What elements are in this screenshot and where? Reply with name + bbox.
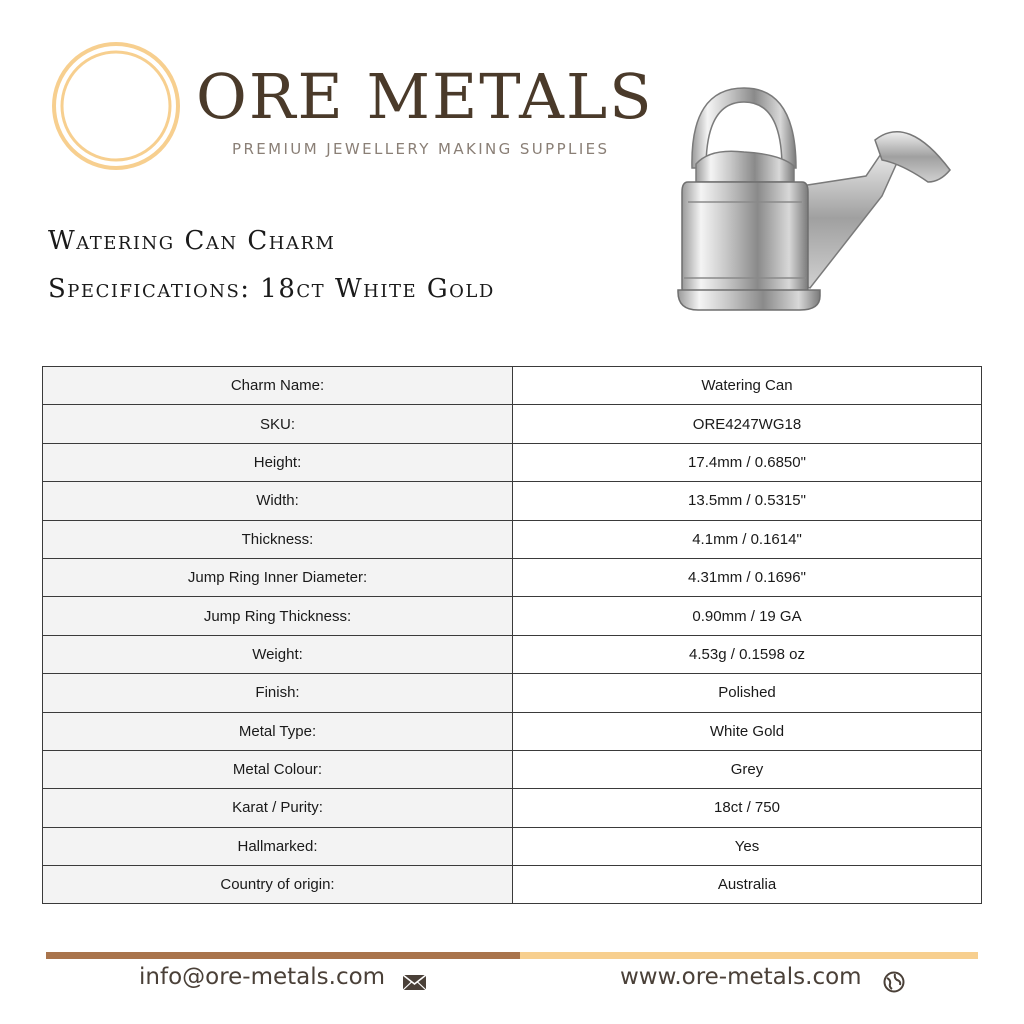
table-row xyxy=(43,482,982,520)
product-subtitle: Specifications: 18ct White Gold xyxy=(48,274,495,304)
spec-label: Weight: xyxy=(43,635,513,673)
footer-bar-right xyxy=(520,952,978,959)
table-row xyxy=(43,367,982,405)
table-row xyxy=(43,827,982,865)
spec-value: Watering Can xyxy=(513,367,982,405)
table-row xyxy=(43,750,982,788)
table-row xyxy=(43,405,982,443)
spec-value: 4.31mm / 0.1696" xyxy=(513,558,982,596)
spec-label: Charm Name: xyxy=(43,367,513,405)
spec-label: Jump Ring Inner Diameter: xyxy=(43,558,513,596)
table-row xyxy=(43,789,982,827)
spec-table xyxy=(42,366,982,904)
spec-value: Yes xyxy=(513,827,982,865)
table-row xyxy=(43,443,982,481)
logo-ring-icon xyxy=(50,40,182,172)
spec-label: Width: xyxy=(43,482,513,520)
spec-label: Metal Colour: xyxy=(43,750,513,788)
spec-label: Hallmarked: xyxy=(43,827,513,865)
table-row xyxy=(43,635,982,673)
brand-name: ORE METALS xyxy=(196,60,654,133)
spec-value: 13.5mm / 0.5315" xyxy=(513,482,982,520)
spec-value: White Gold xyxy=(513,712,982,750)
table-row xyxy=(43,866,982,904)
spec-value: 4.1mm / 0.1614" xyxy=(513,520,982,558)
spec-value: 18ct / 750 xyxy=(513,789,982,827)
spec-label: Height: xyxy=(43,443,513,481)
spec-value: 4.53g / 0.1598 oz xyxy=(513,635,982,673)
spec-label: SKU: xyxy=(43,405,513,443)
globe-icon xyxy=(883,971,905,993)
footer-email-link[interactable]: info@ore-metals.com xyxy=(139,964,386,990)
spec-label: Finish: xyxy=(43,674,513,712)
table-row xyxy=(43,520,982,558)
envelope-icon xyxy=(402,974,427,991)
footer-bar-left xyxy=(46,952,520,959)
spec-value: Polished xyxy=(513,674,982,712)
spec-value: Australia xyxy=(513,866,982,904)
spec-label: Thickness: xyxy=(43,520,513,558)
table-row xyxy=(43,597,982,635)
spec-label: Metal Type: xyxy=(43,712,513,750)
spec-value: 17.4mm / 0.6850" xyxy=(513,443,982,481)
spec-label: Karat / Purity: xyxy=(43,789,513,827)
spec-label: Country of origin: xyxy=(43,866,513,904)
watering-can-icon xyxy=(670,78,960,318)
spec-value: Grey xyxy=(513,750,982,788)
footer-website-link[interactable]: www.ore-metals.com xyxy=(620,964,862,990)
table-row xyxy=(43,558,982,596)
table-row xyxy=(43,674,982,712)
spec-label: Jump Ring Thickness: xyxy=(43,597,513,635)
spec-value: 0.90mm / 19 GA xyxy=(513,597,982,635)
table-row xyxy=(43,712,982,750)
product-title: Watering Can Charm xyxy=(48,226,336,256)
brand-tagline: PREMIUM JEWELLERY MAKING SUPPLIES xyxy=(232,140,610,158)
spec-value: ORE4247WG18 xyxy=(513,405,982,443)
